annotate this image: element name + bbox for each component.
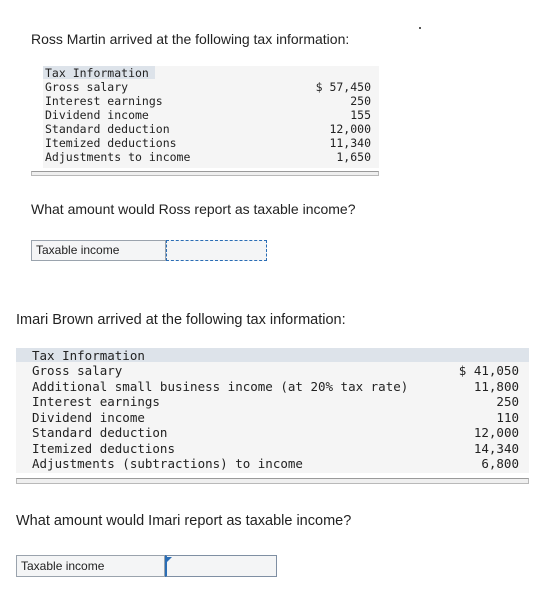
row-value: 110: [496, 409, 519, 425]
table-row: [32, 441, 519, 456]
row-value: 155: [350, 108, 371, 122]
stray-dot: [419, 27, 421, 29]
imari-taxable-income-label: Taxable income: [16, 555, 165, 577]
table-row: [32, 379, 519, 394]
imari-taxable-income-input[interactable]: [165, 555, 277, 577]
imari-table-title: [32, 348, 529, 363]
table-row: [32, 394, 519, 409]
table-row: [45, 122, 371, 136]
table-row: [32, 425, 519, 440]
row-label: Itemized deductions: [32, 440, 175, 456]
row-label: Adjustments to income: [45, 150, 191, 164]
ross-tax-table: [43, 66, 379, 168]
table-row: [45, 136, 371, 150]
ross-taxable-income-input[interactable]: [166, 240, 267, 261]
row-value: $ 57,450: [315, 80, 371, 94]
table-row: [45, 94, 371, 108]
row-value: 11,800: [473, 378, 519, 394]
ross-table-title-text: Tax Information: [45, 66, 149, 80]
row-value: 14,340: [473, 440, 519, 456]
row-value: 250: [350, 94, 371, 108]
row-value: 12,000: [473, 425, 519, 440]
ross-intro-text: Ross Martin arrived at the following tax information:: [31, 31, 350, 47]
ross-question-text: What amount would Ross report as taxable income?: [31, 201, 356, 217]
imari-intro-text: Imari Brown arrived at the following tax information:: [16, 312, 346, 328]
row-label: Dividend income: [32, 409, 145, 425]
row-value: 11,340: [329, 136, 371, 150]
table-row: [45, 150, 371, 164]
imari-table-title-text: Tax Information: [32, 348, 145, 363]
row-value: 250: [496, 394, 519, 409]
table-row: [32, 456, 519, 471]
row-label: Gross salary: [32, 363, 123, 378]
row-label: Interest earnings: [45, 94, 163, 108]
row-value: 1,650: [336, 150, 371, 164]
row-label: Dividend income: [45, 108, 149, 122]
imari-tax-table: [16, 348, 529, 473]
table-row: [45, 80, 371, 94]
row-label: Adjustments (subtractions) to income: [32, 456, 303, 471]
row-label: Standard deduction: [32, 425, 168, 440]
row-label: Interest earnings: [32, 394, 160, 409]
answer-flag-icon: [167, 557, 172, 562]
row-label: Itemized deductions: [45, 136, 177, 150]
row-value: 12,000: [329, 122, 371, 136]
table-row: [32, 410, 519, 425]
imari-question-text: What amount would Imari report as taxable income?: [16, 513, 352, 529]
row-value: 6,800: [481, 456, 519, 471]
ross-table-title: [45, 66, 379, 80]
row-label: Gross salary: [45, 80, 129, 94]
table-row: [45, 108, 371, 122]
row-label: Additional small business income (at 20% tax rate): [32, 378, 409, 394]
row-label: Standard deduction: [45, 122, 170, 136]
imari-table-scrollbar[interactable]: [16, 478, 529, 484]
ross-taxable-income-label: Taxable income: [31, 240, 166, 261]
table-row: [32, 363, 519, 378]
ross-table-scrollbar[interactable]: [31, 171, 379, 176]
row-value: $ 41,050: [458, 363, 519, 378]
